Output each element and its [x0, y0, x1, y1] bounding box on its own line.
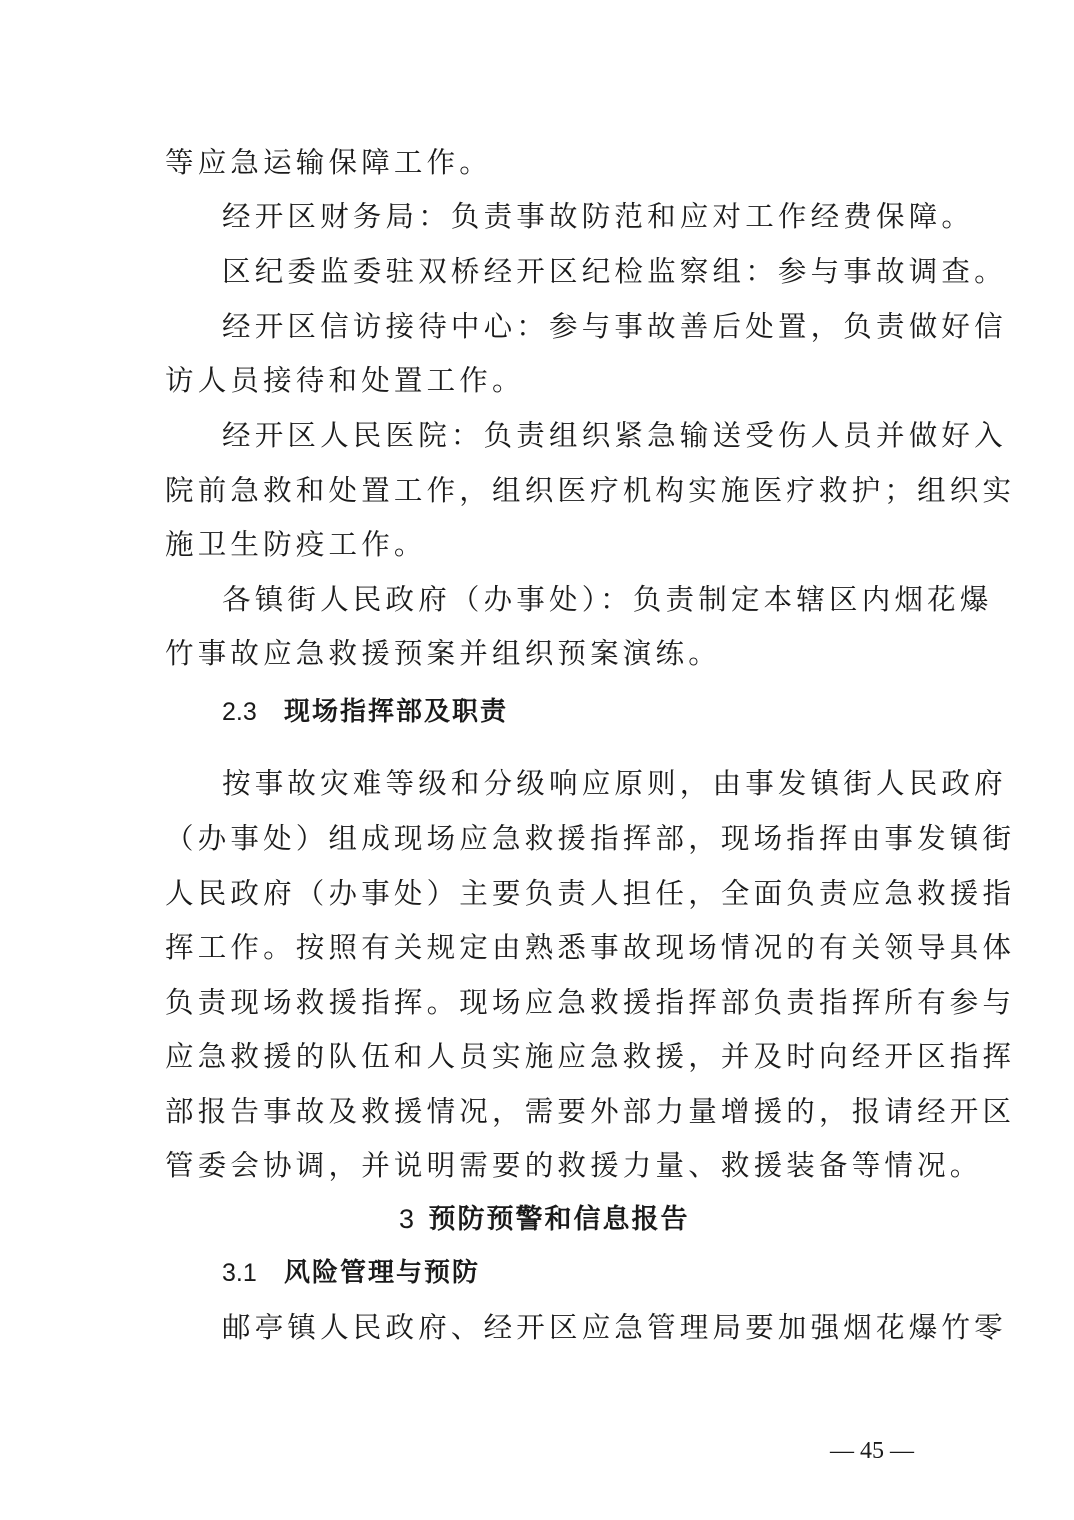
body-text-line: （办事处）组成现场应急救援指挥部，现场指挥由事发镇街 — [165, 822, 1016, 855]
section-heading-3-1 — [222, 1253, 480, 1293]
section-title: 现场指挥部及职责 — [284, 697, 509, 727]
body-text-line: 施卫生防疫工作。 — [165, 528, 427, 561]
section-title: 预防预警和信息报告 — [428, 1204, 690, 1235]
section-title: 风险管理与预防 — [284, 1258, 481, 1288]
body-text-line: 等应急运输保障工作。 — [165, 146, 493, 179]
section-heading-3 — [0, 1199, 1074, 1240]
body-text-line: 访人员接待和处置工作。 — [165, 364, 525, 397]
body-text-line: 院前急救和处置工作，组织医疗机构实施医疗救护；组织实 — [165, 474, 1016, 507]
section-number: 2.3 — [222, 698, 257, 726]
body-text-line: 经开区信访接待中心：参与事故善后处置，负责做好信 — [222, 310, 1007, 343]
body-text-line: 竹事故应急救援预案并组织预案演练。 — [165, 637, 721, 670]
body-text-line: 经开区财务局：负责事故防范和应对工作经费保障。 — [222, 200, 975, 233]
section-number: 3 — [398, 1204, 415, 1234]
section-heading-2-3 — [222, 692, 508, 732]
body-text-line: 人民政府（办事处）主要负责人担任，全面负责应急救援指 — [165, 877, 1016, 910]
body-text-line: 应急救援的队伍和人员实施应急救援，并及时向经开区指挥 — [165, 1040, 1016, 1073]
body-text-line: 各镇街人民政府（办事处）：负责制定本辖区内烟花爆 — [222, 583, 993, 616]
body-text-line: 按事故灾难等级和分级响应原则，由事发镇街人民政府 — [222, 767, 1007, 800]
body-text-line: 管委会协调，并说明需要的救援力量、救援装备等情况。 — [165, 1149, 983, 1182]
body-text-line: 区纪委监委驻双桥经开区纪检监察组：参与事故调查。 — [222, 255, 1007, 288]
body-text-line: 部报告事故及救援情况，需要外部力量增援的，报请经开区 — [165, 1095, 1016, 1128]
body-text-line: 邮亭镇人民政府、经开区应急管理局要加强烟花爆竹零 — [222, 1311, 1007, 1344]
body-text-line: 经开区人民医院：负责组织紧急输送受伤人员并做好入 — [222, 419, 1007, 452]
section-number: 3.1 — [222, 1259, 257, 1287]
body-text-line: 挥工作。按照有关规定由熟悉事故现场情况的有关领导具体 — [165, 931, 1016, 964]
page-number: — 45 — — [830, 1438, 914, 1464]
body-text-line: 负责现场救援指挥。现场应急救援指挥部负责指挥所有参与 — [165, 986, 1016, 1019]
